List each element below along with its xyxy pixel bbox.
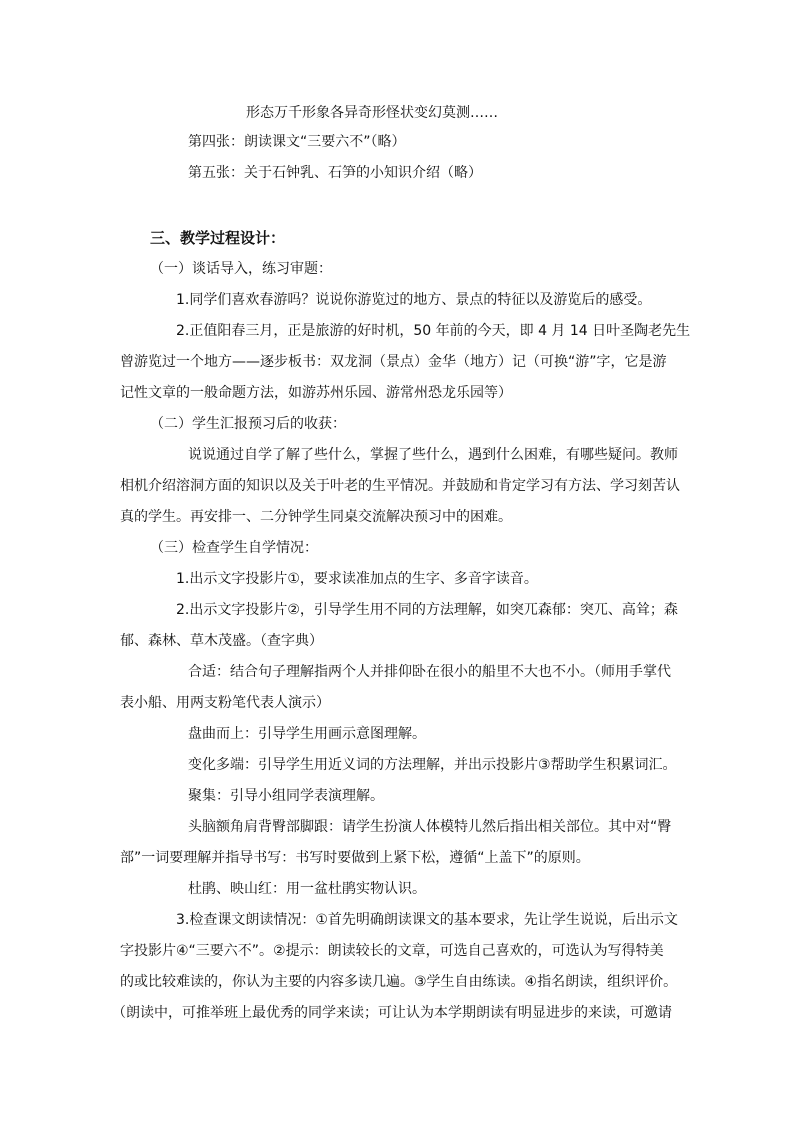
text-line: 的或比较难读的，你认为主要的内容多读几遍。③学生自由练读。④指名朗读，组织评价。: [120, 974, 678, 990]
subsection-heading: （三）检查学生自学情况：: [150, 540, 318, 556]
text-line: 3.检查课文朗读情况：①首先明确朗读课文的基本要求，先让学生说说，后出示文: [176, 912, 678, 928]
text-line: 郁、森林、草木茂盛。（查字典）: [120, 633, 323, 649]
text-line: 2.出示文字投影片②，引导学生用不同的方法理解，如突兀森郁：突兀、高耸；森: [176, 602, 678, 618]
text-line: 第四张：朗读课文“三要六不”（略）: [188, 134, 406, 150]
text-line: 说说通过自学了解了些什么，掌握了些什么，遇到什么困难，有哪些疑问。教师: [188, 447, 678, 463]
text-line: 相机介绍溶洞方面的知识以及关于叶老的生平情况。并鼓励和肯定学习有方法、学习刻苦认: [120, 478, 680, 494]
text-line: 变化多端：引导学生用近义词的方法理解，并出示投影片③帮助学生积累词汇。: [188, 757, 677, 773]
text-line: 表小船、用两支粉笔代表人演示）: [120, 695, 330, 711]
text-line: 形态万千形象各异奇形怪状变幻莫测……: [246, 105, 498, 121]
text-line: 盘曲而上：引导学生用画示意图理解。: [188, 726, 426, 742]
section-heading: 三、教学过程设计：: [150, 229, 286, 247]
text-line: 2.正值阳春三月，正是旅游的好时机，50 年前的今天，即 4 月 14 日叶圣陶老先生: [176, 323, 691, 339]
text-line: 杜鹃、映山红：用一盆杜鹃实物认识。: [188, 881, 426, 897]
subsection-heading: （一）谈话导入，练习审题：: [150, 261, 332, 277]
text-line: 真的学生。再安排一、二分钟学生同桌交流解决预习中的困难。: [120, 509, 512, 525]
text-line: 合适：结合句子理解指两个人并排仰卧在很小的船里不大也不小。（师用手掌代: [188, 664, 671, 680]
text-line: 第五张：关于石钟乳、石笋的小知识介绍（略）: [188, 165, 482, 181]
text-line: 记性文章的一般命题方法，如游苏州乐园、游常州恐龙乐园等）: [120, 385, 512, 401]
text-line: 部”一词要理解并指导书写：书写时要做到上紧下松，遵循“上盖下”的原则。: [120, 850, 590, 866]
text-line: 头脑额角肩背臀部脚跟：请学生扮演人体模特儿然后指出相关部位。其中对“臀: [188, 819, 672, 835]
text-line: 1.出示文字投影片①，要求读准加点的生字、多音字读音。: [176, 571, 538, 587]
subsection-heading: （二）学生汇报预习后的收获：: [150, 416, 346, 432]
text-line: 1.同学们喜欢春游吗？说说你游览过的地方、景点的特征以及游览后的感受。: [176, 292, 652, 308]
text-line: 聚集：引导小组同学表演理解。: [188, 788, 384, 804]
text-line: 字投影片④“三要六不”。②提示：朗读较长的文章，可选自己喜欢的，可选认为写得特美: [120, 943, 664, 959]
text-line: 曾游览过一个地方——逐步板书：双龙洞（景点）金华（地方）记（可换“游”字，它是游: [120, 354, 667, 370]
text-line: （朗读中，可推举班上最优秀的同学来读；可让认为本学期朗读有明显进步的来读，可邀请: [112, 1005, 672, 1021]
